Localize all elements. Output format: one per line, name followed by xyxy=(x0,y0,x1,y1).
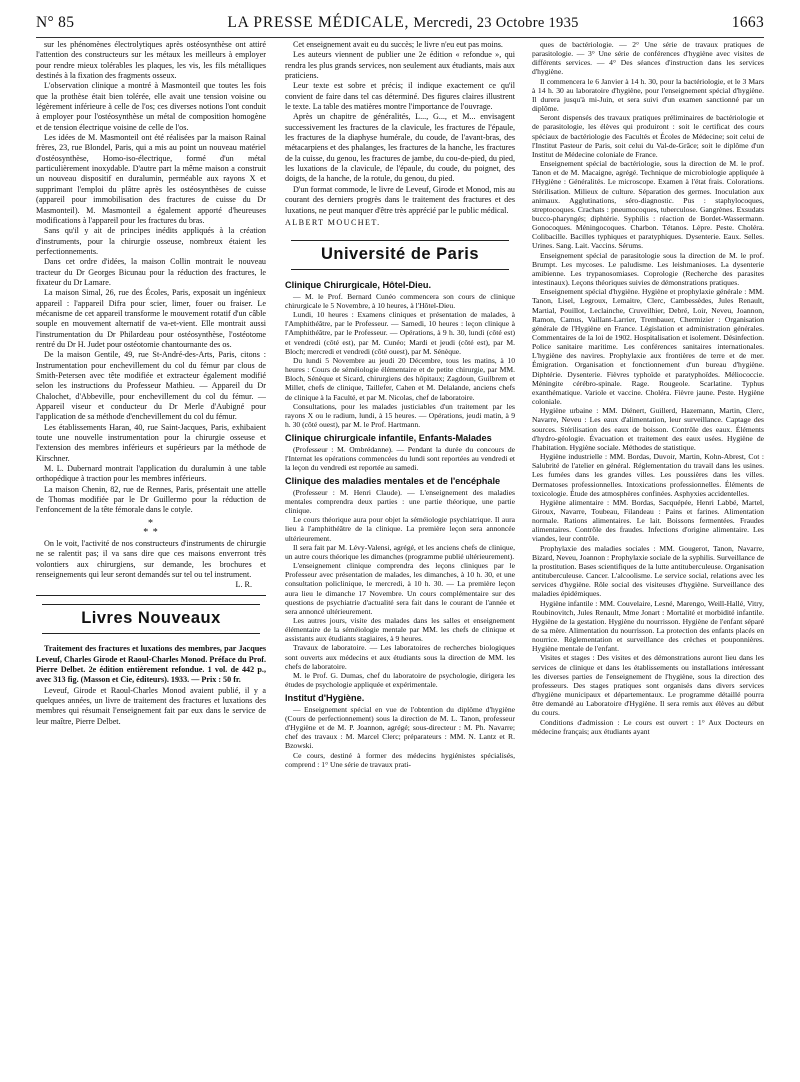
paragraph: Visites et stages : Des visites et des démonstrations auront lieu dans les services de clinique et dans les établissements ou installations intéressant les diverses parties de l'enseignement de l'hygiène, sous la direction des professeurs. Des stages pratiques sont organisés dans divers services d'hygiène municipaux et départementaux. Le programme détaillé pourra être demandé au Laboratoire d'Hygiène. Il sera remis aux élèves au début du cours. xyxy=(532,653,764,718)
notice-section xyxy=(285,693,515,769)
paragraph: M. L. Dubernard montrait l'application du duralumin à une table orthopédique à traction pour les membres inférieurs. xyxy=(36,464,266,484)
paragraph: Hygiène urbaine : MM. Diénert, Guillerd, Hazemann, Martin, Clerc, Navarre, Neveu : Les eaux d'alimentation, leur surveillance. Captage des sources. Stérilisation des eaux de boisson. Contrôle des eaux. Éléments d'hydro-géologie. Évacuation et traitement des eaux usées. Hygiène de l'habitation. Hygiène sociale. Méthodes de statistique. xyxy=(532,406,764,452)
paragraph: La maison Simal, 26, rue des Écoles, Paris, exposait un ingénieux appareil : l'appareil Difra pour scier, limer, fouer ou fraiser. Le mécanisme de cet appareil transforme le mouvement rotatif d'un câble souple en mouvement alternatif de va-et-vient. Elle montrait aussi l'instrumentation du Dr Philardeau pour ostéosynthèse, l'ostéotome rentré du Dr H. Judet pour ostéotomie chantournante des os. xyxy=(36,288,266,349)
paragraph: Leur texte est sobre et précis; il indique exactement ce qu'il convient de faire dans tel cas déterminé. Des figures claires illustrent le texte. La table des matières montre l'importance de l'ouvrage. xyxy=(285,81,515,112)
paragraph: sur les phénomènes électrolytiques après ostéosynthèse ont attiré l'attention des constructeurs sur les métaux les meilleurs à employer pour rendre mieux tolérables les plaques, les vis, les fils métalliques destinés à la fixation des fragments osseux. xyxy=(36,40,266,81)
paragraph: Les autres jours, visite des malades dans les salles et enseignement élémentaire de la séméiologie mentale par MM. les chefs de clinique et assistants aux étudiants stagiaires, à 9 heures. xyxy=(285,615,515,644)
paragraph: Les idées de M. Masmonteil ont été réalisées par la maison Rainal frères, 23, rue Blondel, Paris, qui a mis au point un nouveau matériel d'ostéosynthèse, Homo-iso-électrique, formé d'un métal particulièrement inoxydable. D'autre part la même maison a construit un nouveau dispositif en duralumin, perméable aux rayons X et supprimant l'emploi du plâtre après les ostéosynthèses de cuisse (appareil pour immobilisation des fractures de cuisse du Dr Masmonteil). M. Masmonteil a également apporté d'heureuses modifications à l'appareil pour les fractures du bras. xyxy=(36,133,266,225)
paragraph: La maison Chenin, 82, rue de Rennes, Paris, présentait une attelle de Thomas modifiée par le Dr Guillermo pour la réduction de l'enfoncement de la tête fémorale dans le cotyle. xyxy=(36,484,266,515)
paragraph: — M. le Prof. Bernard Cunéo commencera son cours de clinique chirurgicale le 5 Novembre, à 10 heures, à l'Hôtel-Dieu. xyxy=(285,291,515,310)
paragraph: Le cours théorique aura pour objet la séméiologie psychiatrique. Il aura lieu à l'amphithéâtre de la clinique. La première leçon sera annoncée ultérieurement. xyxy=(285,515,515,543)
paragraph: Il sera fait par M. Lévy-Valensi, agrégé, et les anciens chefs de clinique, un autre cours théorique les dimanches (programme publié ultérieurement). xyxy=(285,542,515,561)
notice-heading: Institut d'Hygiène. xyxy=(285,693,365,704)
notice-heading: Clinique chirurgicale infantile, Enfants-Malades xyxy=(285,433,492,444)
paragraph: Après un chapitre de généralités, L..., G..., et M... envisagent successivement les fractures de la clavicule, les fractures de l'épaule, les fractures de la diaphyse humérale, du coude, de l'avant-bras, des métacarpiens et des phalanges, les fractures de la hanche, les fractures de la cuisse, du genou, les fractures de jambe, du cou-de-pied, du pied, les luxations de la clavicule, de l'épaule, du coude, du poignet, des doigts, de la hanche, de la rotule, du genou, du pied. xyxy=(285,112,515,184)
university-heading: Université de Paris xyxy=(291,240,509,270)
paragraph: Il commencera le 6 Janvier à 14 h. 30, pour la bactériologie, et le 3 Mars à 14 h. 30 au laboratoire d'hygiène, pour l'enseignement spécial d'hygiène. Il durera jusqu'à mi-Juin, et sera suivi d'un examen sanctionné par un diplôme. xyxy=(532,76,764,114)
issue-number: N° 85 xyxy=(36,14,75,31)
article-instruments xyxy=(36,40,266,516)
paragraph: Hygiène alimentaire : MM. Bordas, Sacquépée, Henri Labbé, Martel, Giroux, Navarre, Toubeau, Filandeau : Pains et farines. Alimentation normale. Rations alimentaires. Le lait. Boissons fermentées. Fraudes alimentaires. Contrôle des fraudes. Infections d'origine alimentaire. Les viandes, leur contrôle. xyxy=(532,497,764,544)
column-3 xyxy=(532,40,764,1076)
notice-heading: Clinique des maladies mentales et de l'encéphale xyxy=(285,476,501,487)
paragraph: Travaux de laboratoire. — Les laboratoires de recherches biologiques sont ouverts aux médecins et aux étudiants sous la direction de MM. les chefs de laboratoire. xyxy=(285,643,515,671)
book-review-continued xyxy=(285,40,515,216)
paragraph: L'observation clinique a montré à Masmonteil que toutes les fois que la prothèse était bien tolérée, elle avait une tension voisine ou légèrement inférieure à celle de l'os; ces diverses notions l'ont conduit à employer pour l'ostéosynthèse un métal de composition homogène et de tension électrique voisine de celle de l'os. xyxy=(36,81,266,132)
notice-section xyxy=(285,280,515,429)
hygiene-program xyxy=(532,40,764,736)
paragraph: Les auteurs viennent de publier une 2e édition « refondue », qui rendra les plus grands services, non seulement aux étudiants, mais aux praticiens. xyxy=(285,50,515,81)
article-closing xyxy=(36,539,266,580)
books-heading: Livres Nouveaux xyxy=(42,604,260,634)
book-title: Traitement des fractures et luxations des membres, par Jacques Leveuf, Charles Girode et Raoul-Charles Monod. Préface du Prof. Pierre Delbet. 2e édition entièrement refondue. 1 vol. de 442 p., avec 313 fig. (Masson et Cie, éditeurs). 1933. — Prix : 50 fr. xyxy=(36,644,266,685)
column-1 xyxy=(36,40,266,1076)
book-review xyxy=(36,686,266,727)
issue-date: Mercredi, 23 Octobre 1935 xyxy=(413,15,579,31)
column-2 xyxy=(285,40,515,1076)
paragraph: — Enseignement spécial en vue de l'obtention du diplôme d'hygiène (Cours de perfectionnement) sous la direction de M. L. Tanon, professeur d'Hygiène et de M. P. Joannon, agrégé; sous-directeur : M. Ph. Navarre; chef des travaux : M. Marcel Clerc; préparateurs : MM. N. Lantz et R. Bzowski. xyxy=(285,704,515,751)
paragraph: Cet enseignement avait eu du succès; le livre n'eu eut pas moins. xyxy=(293,40,503,49)
paragraph: Enseignement spécial de parasitologie sous la direction de M. le prof. Brumpt. Les mycoses. Le paludisme. Les leishmanioses. La dysenterie amibienne. Les trypanosomiases. Coprologie (Recherche des parasites intestinaux). Leçons théoriques suivies de démonstrations pratiques. xyxy=(532,250,764,288)
paragraph: L'enseignement clinique comprendra des leçons cliniques par le Professeur avec présentation de malades, les dimanches, à 10 h. 30, et une consultation policlinique, le mercredi, à 10 h. 30. — La première leçon aura lieu le dimanche 17 Novembre. Un cours complémentaire sur des questions de psychiatrie d'actualité sera fait dans le courant de l'année et sera annoncé ultérieurement. xyxy=(285,561,515,616)
paragraph: Dans cet ordre d'idées, la maison Collin montrait le nouveau tracteur du Dr Georges Bicunau pour la réduction des fractures, le fixateur du Dr Lamare. xyxy=(36,257,266,287)
paragraph: (Professeur : M. Henri Claude). — L'enseignement des maladies mentales comprendra deux parties : une partie théorique, une partie clinique. xyxy=(285,487,515,516)
page-number: 1663 xyxy=(731,14,764,31)
separator-stars: * * * xyxy=(143,517,159,538)
journal-name: LA PRESSE MÉDICALE, xyxy=(227,14,410,31)
paragraph: De la maison Gentile, 49, rue St-André-des-Arts, Paris, citons : Instrumentation pour enchevillement du col du fémur par clous de Smith-Petersen avec tête modifiée et extracteur également modifié selon les instructions du Professeur Mathieu. — Appareil du Dr Chalochet, d'Abbeville, pour enchevillement du col du fémur. — Appareil viseur et conducteur du Dr Merle d'Aubigné pour l'application de sa méthode d'enchevillement du col du fémur. xyxy=(36,350,266,422)
paragraph: Hygiène infantile : MM. Couvelaire, Lesné, Marengo, Weill-Hallé, Vitry, Roubinovitch, Jules Renault, Mme Jonart : Mortalité et morbidité infantile. Hygiène de la gestation. Hygiène du nourrisson. Hygiène de l'enfant séparé de sa mère. Alimentation du nourrisson. La protection des enfants placés en nourrice. Réglementation et surveillance des crèches et pouponnières. Hygiène mentale de l'enfant. xyxy=(532,598,764,654)
paragraph: Du lundi 5 Novembre au jeudi 20 Décembre, tous les matins, à 10 heures : Cours de séméiologie élémentaire et de petite chirurgie, par MM. Bloch, Sénèque et Sicard, chirurgiens des hôpitaux; Zagdoun, Guilbrem et Millet, chefs de clinique, Taillefer, Cahen et M. Delalande, anciens chefs de clinique à la Faculté, et par M. Nicolas, chef de laboratoire. xyxy=(285,355,515,402)
paragraph: Les établissements Haran, 40, rue Saint-Jacques, Paris, exhibaient toute une nouvelle instrumentation pour la chirurgie osseuse et l'extension des membres inférieurs et supérieurs par la méthode de Kirschner. xyxy=(36,422,266,463)
paragraph: D'un format commode, le livre de Leveuf, Girode et Monod, mis au courant des derniers progrès dans le traitement des fractures et des luxations, ne peut manquer d'être très apprécié par le public médical. xyxy=(285,184,515,215)
paragraph: Consultations, pour les malades justiciables d'un traitement par les rayons X ou le radium, lundi, à 15 heures. — Opérations, jeudi matin, à 9 h. 30 (côté ouest), par M. le Prof. Hartmann. xyxy=(285,401,515,429)
paragraph: Prophylaxie des maladies sociales : MM. Gougerot, Tanon, Navarre, Bizard, Neveu, Joannon : Prophylaxie sociale de la syphilis. Surveillance de la prostitution. Bases scientifiques de la lutte antituberculeuse. Organisation antituberculeuse. Cancer. L'alcoolisme. Le service social, relations avec les services d'hygiène. Rôle social des visiteuses d'hygiène. Surveillance des maladies épidémiques. xyxy=(532,543,764,599)
paragraph: On le voit, l'activité de nos constructeurs d'instruments de chirurgie ne se ralentit pas; il va sans dire que ces maisons enverront très volontiers aux chirurgiens, sur demande, les brochures et renseignements qui leur seront demandés sur tel ou tel instrument. xyxy=(36,538,266,579)
column-rule xyxy=(36,595,266,596)
paragraph: Enseignement spécial de bactériologie, sous la direction de M. le prof. Tanon et de M. Macaigne, agrégé. Technique de microbiologie appliquée à l'Hygiène : Généralités. Le microscope. Examen à l'état frais. Colorations. Stérilisation. Milieux de culture. Séparation des germes. Inoculation aux animaux. Agglutinations, séro-diagnostic. Pus : staphylocoques, streptocoques. Crachats : pneumocoques, tuberculose. Gangrènes. Exsudats bucco-pharyngés; diphtérie. Syphilis : réaction de Bordet-Wassermann. Gonocoques. Méningocoques. Charbon. Tétanos. Lèpre. Peste. Choléra. Colibacille. Bacilles typhiques et paratyphiques. Dysenterie. Eaux. Selles. Urines. Sang. Lait. Vaccins. Sérums. xyxy=(532,159,764,251)
paragraph: Conditions d'admission : Le cours est ouvert : 1° Aux Docteurs en médecine français; aux étudiants ayant xyxy=(532,717,764,736)
article-initials: L. R. xyxy=(235,580,252,590)
university-notices xyxy=(285,280,515,769)
paragraph: Sans qu'il y ait de principes inédits appliqués à la création d'instruments, pour la chirurgie osseuse, nombreux étaient les perfectionnements. xyxy=(36,226,266,256)
masthead xyxy=(36,14,764,36)
paragraph: (Professeur : M. Ombrédanne). — Pendant la durée du concours de l'Internat les opérations commencées du lundi sont reportées au vendredi et la leçon du vendredi est reportée au samedi. xyxy=(285,444,515,473)
paragraph: ques de bactériologie. — 2° Une série de travaux pratiques de parasitologie. — 3° Une série de conférences d'hygiène avec visites de différents services. — 4° Des séances d'instruction dans les services d'hygiène. xyxy=(532,40,764,77)
paragraph: Leveuf, Girode et Raoul-Charles Monod avaient publié, il y a quelques années, un livre de traitement des fractures et luxations des membres qui résumait l'enseignement fait par eux dans le service de leur maître, Pierre Delbet. xyxy=(36,685,266,726)
masthead-rule xyxy=(36,37,764,38)
paragraph: Seront dispensés des travaux pratiques préliminaires de bactériologie et de parasitologie, les élèves qui produiront : soit le certificat des cours spéciaux de bactériologie des Facultés et Écoles de Médecine; soit celui de l'Institut Pasteur de Paris, soit celui du Val-de-Grâce; soit le diplôme d'un Institut de Médecine coloniale de France. xyxy=(532,113,764,159)
notice-heading: Clinique Chirurgicale, Hôtel-Dieu. xyxy=(285,280,431,291)
notice-section xyxy=(285,433,515,472)
masthead-title xyxy=(74,14,732,32)
paragraph: Enseignement spécial d'hygiène. Hygiène et prophylaxie générale : MM. Tanon, Lisel, Legroux, Lemaitre, Clerc, Cambessèdes, Jules Renault, Martial, Pouillot, Leclainche, Cruveilhier, Debré, Loir, Neveu, Joannon, Ramon, Camus, Vaillant-Larrier, Trembauer, Chermizier : Organisation générale de l'Hygiène en France. Législation et administration générales. Commentaires de la loi de 1902. Hospitalisation et isolement. Désinfection. Police sanitaire maritime. Les conférences sanitaires internationales. L'hygiène des navires. Prophylaxie aux frontières de terre et de mer. Émigration. Organisation et fonctionnement d'un bureau d'hygiène. Diphtérie. Dysenterie. Fièvres typhoïde et paratyphoïdes. Méliococcie. Méningite cérébro-spinale. Rage. Rougeole. Scarlatine. Typhus exanthématique. Variole et vaccine. Choléra. Fièvre jaune. Peste. Hygiène coloniale. xyxy=(532,287,764,407)
paragraph: Ce cours, destiné à former des médecins hygiénistes spécialisés, comprend : 1° Une série de travaux prati- xyxy=(285,750,515,769)
review-signature: ALBERT MOUCHET. xyxy=(285,217,381,227)
paragraph: Lundi, 10 heures : Examens cliniques et présentation de malades, à l'Amphithéâtre, par le Professeur. — Samedi, 10 heures : leçon clinique à l'Amphithéâtre, par le Professeur. — Opérations, à 9 h. 30, lundi (côté est) et vendredi (côté est), par M. Cunéo; Mardi et jeudi (côté est), par M. Bloch; mercredi et vendredi (côté ouest), par M. Sénèque. xyxy=(285,310,515,356)
notice-section xyxy=(285,476,515,689)
paragraph: Hygiène industrielle : MM. Bordas, Duvoir, Martin, Kohn-Abrest, Cot : Salubrité de l'atelier en général. Réglementation du travail dans les usines. Les fumées dans les grandes villes. Les poussières dans les villes. Dermatoses professionnelles. Intoxications professionnelles. Éléments de toxicologie. Étude des atmosphères confinées. Asphyxies accidentelles. xyxy=(532,452,764,498)
paragraph: M. le Prof. G. Dumas, chef du laboratoire de psychologie, dirigera les études de psychologie appliquée et expérimentale. xyxy=(285,670,515,690)
